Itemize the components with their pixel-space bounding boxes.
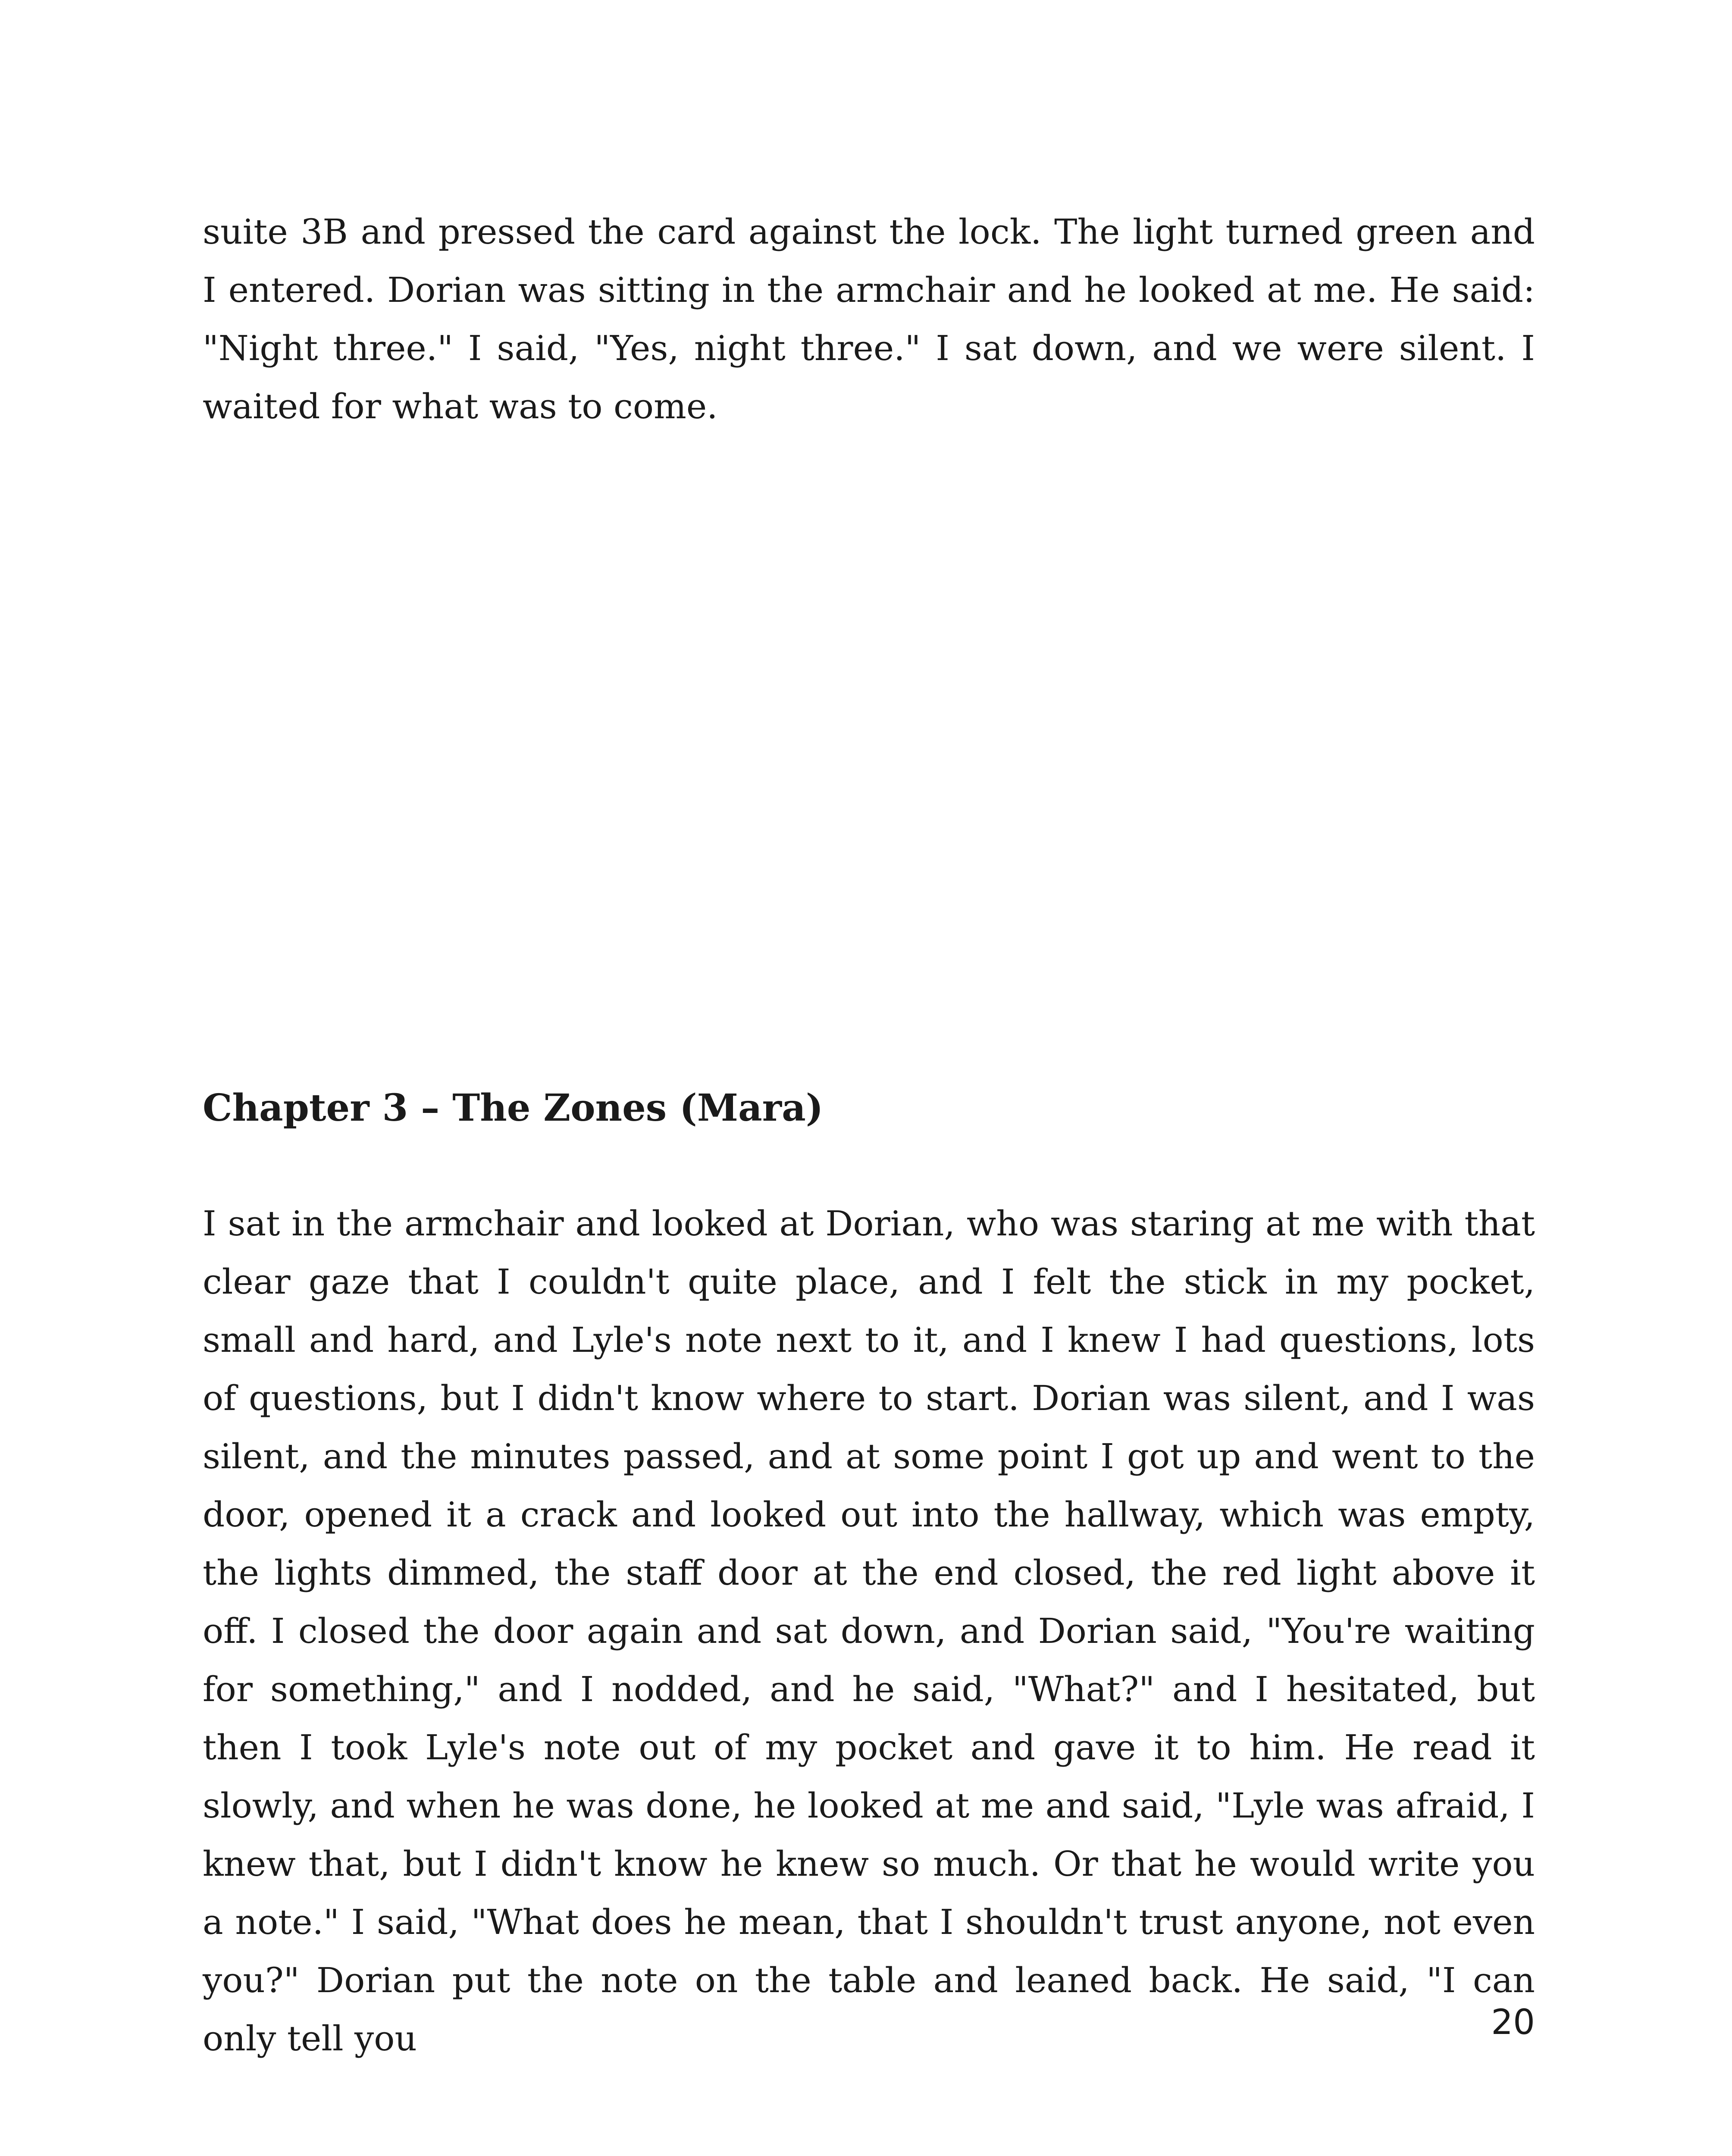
body-paragraph: I sat in the armchair and looked at Dorian, who was staring at me with that clear gaze that I couldn't quite place, and I felt the stick in my pocket, small and hard, and Lyle's note next to it, and I knew I had questions, lots of questions, but I didn't know where to start. Dorian was silent, and I was silent, and the minutes passed, and at some point I got up and went to the door, opened it a crack and looked out into the hallway, which was empty, the lights dimmed, the staff door at the end closed, the red light above it off. I closed the door again and sat down, and Dorian said, "You're waiting for something," and I nodded, and he said, "What?" and I hesitated, but then I took Lyle's note out of my pocket and gave it to him. He read it slowly, and when he was done, he looked at me and said, "Lyle was afraid, I knew that, but I didn't know he knew so much. Or that he would write you a note." I said, "What does he mean, that I shouldn't trust anyone, not even you?" Dorian put the note on the table and leaned back. He said, "I can only tell you bbox=[203, 1203, 1535, 2059]
page-number: 20 bbox=[1491, 2002, 1535, 2042]
body-paragraph-continued: suite 3B and pressed the card against the lock. The light turned green and I entered. Dorian was sitting in the armchair and he looked at me. He said: "Night three." I said, "Yes, night three." I sat down, and we were silent. I waited for what was to come. bbox=[203, 212, 1535, 426]
chapter-heading: Chapter 3 – The Zones (Mara) bbox=[203, 1086, 824, 1130]
